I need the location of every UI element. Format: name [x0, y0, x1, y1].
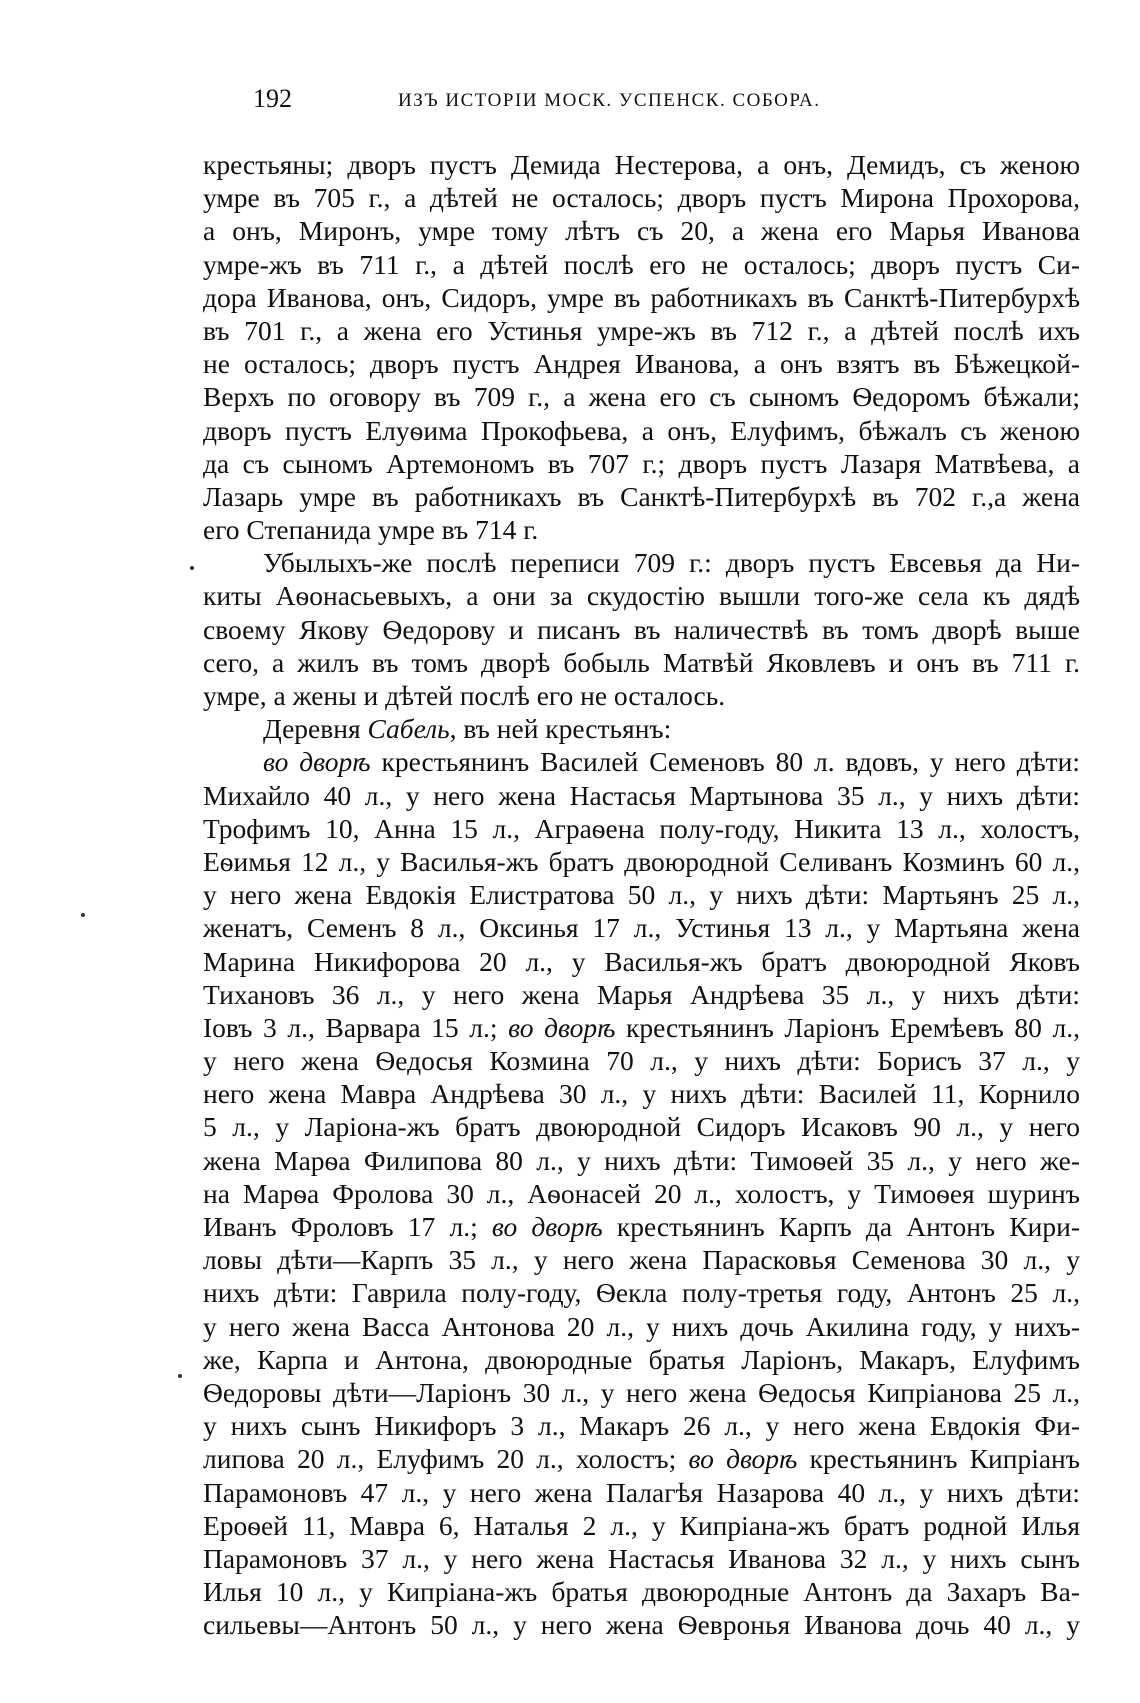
running-title: ИЗЪ ИСТОРІИ МОСК. УСПЕНСК. СОБОРА.	[398, 90, 821, 111]
text-run: Ероѳей 11, Мавра 6, Наталья 2 л., у Кипріана-жъ братъ родной Илья	[203, 1509, 1080, 1541]
text-run: Трофимъ 10, Анна 15 л., Аграѳена полу-году, Никита 13 л., холостъ,	[203, 812, 1080, 844]
text-line	[203, 1509, 1080, 1542]
text-line	[203, 779, 1080, 812]
text-run: крестьянинъ Ларіонъ Еремѣевъ 80 л.,	[615, 1011, 1080, 1043]
text-run: ловы дѣти—Карпъ 35 л., у него жена Парасковья Семенова 30 л., у	[203, 1244, 1080, 1276]
text-run: на Марѳа Фролова 30 л., Аѳонасей 20 л., холостъ, у Тимоѳея шуринъ	[203, 1177, 1080, 1209]
text-line	[203, 314, 1080, 347]
text-run: Михайло 40 л., у него жена Настасья Мартынова 35 л., у нихъ дѣти:	[203, 779, 1080, 811]
body-text	[203, 148, 1080, 1641]
text-run: 5 л., у Ларіона-жъ братъ двоюродной Сидоръ Исаковъ 90 л., у него	[203, 1111, 1080, 1143]
stray-dot	[178, 1374, 182, 1378]
text-line	[203, 679, 1080, 712]
text-run: Тихановъ 36 л., у него жена Марья Андрѣева 35 л., у нихъ дѣти:	[203, 978, 1080, 1010]
text-line	[203, 281, 1080, 314]
text-run: да съ сыномъ Артемономъ въ 707 г.; дворъ пустъ Лазаря Матвѣева, а	[203, 447, 1080, 479]
text-run: умре въ 705 г., а дѣтей не осталось; дворъ пустъ Мирона Прохорова,	[203, 182, 1080, 214]
text-line	[203, 978, 1080, 1011]
text-line	[203, 1343, 1080, 1376]
text-run: а онъ, Миронъ, умре тому лѣтъ съ 20, а жена его Марья Иванова	[203, 215, 1080, 247]
text-line	[203, 1476, 1080, 1509]
text-line	[203, 579, 1080, 612]
text-run: сильевы—Антонъ 50 л., у него жена Ѳевронья Иванова дочь 40 л., у	[203, 1609, 1080, 1641]
text-run: крестьянинъ Кипріанъ	[797, 1443, 1080, 1475]
text-run: Іовъ 3 л., Варвара 15 л.;	[203, 1011, 509, 1043]
text-run: у него жена Евдокія Елистратова 50 л., у нихъ дѣти: Мартьянъ 25 л.,	[203, 879, 1080, 911]
text-run: жена Марѳа Филипова 80 л., у нихъ дѣти: Тимоѳей 35 л., у него же-	[203, 1144, 1080, 1176]
page-header	[253, 82, 953, 122]
text-run: , въ ней крестьянъ:	[449, 713, 672, 745]
text-line	[203, 878, 1080, 911]
text-line	[203, 812, 1080, 845]
text-run: умре-жъ въ 711 г., а дѣтей послѣ его не осталось; дворъ пустъ Си-	[203, 248, 1080, 280]
text-line	[203, 1376, 1080, 1409]
text-line	[203, 480, 1080, 513]
text-run: у него жена Васса Антонова 20 л., у нихъ дочь Акилина году, у нихъ-	[203, 1310, 1080, 1342]
text-run: липова 20 л., Елуфимъ 20 л., холостъ;	[203, 1443, 689, 1475]
text-run: него жена Мавра Андрѣева 30 л., у нихъ дѣти: Василей 11, Корнило	[203, 1078, 1080, 1110]
text-line	[203, 911, 1080, 944]
text-run: женатъ, Семенъ 8 л., Оксинья 17 л., Устинья 13 л., у Мартьяна жена	[203, 912, 1080, 944]
text-line	[203, 214, 1080, 247]
text-run: не осталось; дворъ пустъ Андрея Иванова, а онъ взятъ въ Бѣжецкой-	[203, 348, 1080, 380]
text-line	[203, 248, 1080, 281]
text-run: киты Аѳонасьевыхъ, а они за скудостію вышли того-же села къ дядѣ	[203, 580, 1080, 612]
stray-dot	[81, 913, 85, 917]
text-line	[203, 447, 1080, 480]
stray-dot	[190, 566, 194, 570]
text-line	[203, 745, 1080, 778]
text-run: Илья 10 л., у Кипріана-жъ братья двоюродные Антонъ да Захаръ Ва-	[203, 1576, 1080, 1608]
text-line	[203, 712, 1080, 745]
text-line	[203, 1243, 1080, 1276]
text-run: у нихъ сынъ Никифоръ 3 л., Макаръ 26 л., у него жена Евдокія Фи-	[203, 1410, 1080, 1442]
text-run: своему Якову Ѳедорову и писанъ въ наличествѣ въ томъ дворѣ выше	[203, 613, 1080, 645]
text-run: Лазарь умре въ работникахъ въ Санктѣ-Питербурхѣ въ 702 г.,а жена	[203, 480, 1080, 512]
text-line	[203, 1442, 1080, 1475]
text-run: Верхъ по оговору въ 709 г., а жена его съ сыномъ Ѳедоромъ бѣжали;	[203, 381, 1080, 413]
text-run: Деревня	[263, 713, 368, 745]
text-run: нихъ дѣти: Гаврила полу-году, Ѳекла полу-третья году, Антонъ 25 л.,	[203, 1277, 1080, 1309]
text-line	[203, 945, 1080, 978]
text-line	[203, 1177, 1080, 1210]
text-line	[203, 1542, 1080, 1575]
text-line	[203, 1608, 1080, 1641]
text-run: Парамоновъ 47 л., у него жена Палагѣя Назарова 40 л., у нихъ дѣти:	[203, 1476, 1080, 1508]
text-run: Марина Никифорова 20 л., у Василья-жъ братъ двоюродной Яковъ	[203, 945, 1080, 977]
text-line	[203, 1144, 1080, 1177]
text-line	[203, 380, 1080, 413]
italic-run: во дворѣ	[688, 1443, 798, 1475]
text-run: Парамоновъ 37 л., у него жена Настасья Иванова 32 л., у нихъ сынъ	[203, 1542, 1080, 1574]
text-line	[203, 1110, 1080, 1143]
text-run: же, Карпа и Антона, двоюродные братья Ларіонъ, Макаръ, Елуфимъ	[203, 1343, 1080, 1375]
text-run: крестьяны; дворъ пустъ Демида Нестерова, а онъ, Демидъ, съ женою	[203, 149, 1080, 180]
text-line	[203, 1077, 1080, 1110]
text-run: Убылыхъ-же послѣ переписи 709 г.: дворъ пустъ Евсевья да Ни-	[263, 547, 1080, 579]
text-line	[203, 845, 1080, 878]
text-run: крестьянинъ Карпъ да Антонъ Кири-	[602, 1211, 1080, 1242]
text-line	[203, 1210, 1080, 1243]
text-line	[203, 347, 1080, 380]
text-line	[203, 181, 1080, 214]
text-run: крестьянинъ Василей Семеновъ 80 л. вдовъ, у него дѣти:	[370, 746, 1080, 778]
text-run: у него жена Ѳедосья Козмина 70 л., у нихъ дѣти: Борисъ 37 л., у	[203, 1045, 1080, 1077]
italic-run: во дворѣ	[491, 1211, 603, 1242]
text-run: Еѳимья 12 л., у Василья-жъ братъ двоюродной Селиванъ Козминъ 60 л.,	[203, 845, 1080, 877]
text-line	[203, 1575, 1080, 1608]
text-line	[203, 613, 1080, 646]
text-line	[203, 1409, 1080, 1442]
italic-run: Сабель	[367, 713, 450, 745]
italic-run: во дворѣ	[508, 1011, 616, 1043]
text-line	[203, 148, 1080, 181]
text-line	[203, 414, 1080, 447]
text-line	[203, 1276, 1080, 1309]
text-line	[203, 646, 1080, 679]
text-line	[203, 1044, 1080, 1077]
text-run: Иванъ Фроловъ 17 л.;	[203, 1211, 492, 1242]
page-number: 192	[253, 84, 292, 113]
text-run: дворъ пустъ Елуѳима Прокофьева, а онъ, Елуфимъ, бѣжалъ съ женою	[203, 414, 1080, 446]
text-run: въ 701 г., а жена его Устинья умре-жъ въ 712 г., а дѣтей послѣ ихъ	[203, 314, 1080, 346]
italic-run: во дворѣ	[263, 746, 371, 778]
text-line	[203, 1011, 1080, 1044]
text-run: дора Иванова, онъ, Сидоръ, умре въ работникахъ въ Санктѣ-Питербурхѣ	[203, 281, 1080, 313]
text-run: Ѳедоровы дѣти—Ларіонъ 30 л., у него жена Ѳедосья Кипріанова 25 л.,	[203, 1376, 1080, 1408]
text-line	[203, 1310, 1080, 1343]
text-run: умре, а жены и дѣтей послѣ его не осталось.	[203, 680, 726, 711]
text-run: его Степанида умре въ 714 г.	[203, 514, 539, 546]
text-line	[203, 513, 1080, 546]
text-run: сего, а жилъ въ томъ дворѣ бобыль Матвѣй Яковлевъ и онъ въ 711 г.	[203, 646, 1080, 678]
text-line	[203, 546, 1080, 579]
